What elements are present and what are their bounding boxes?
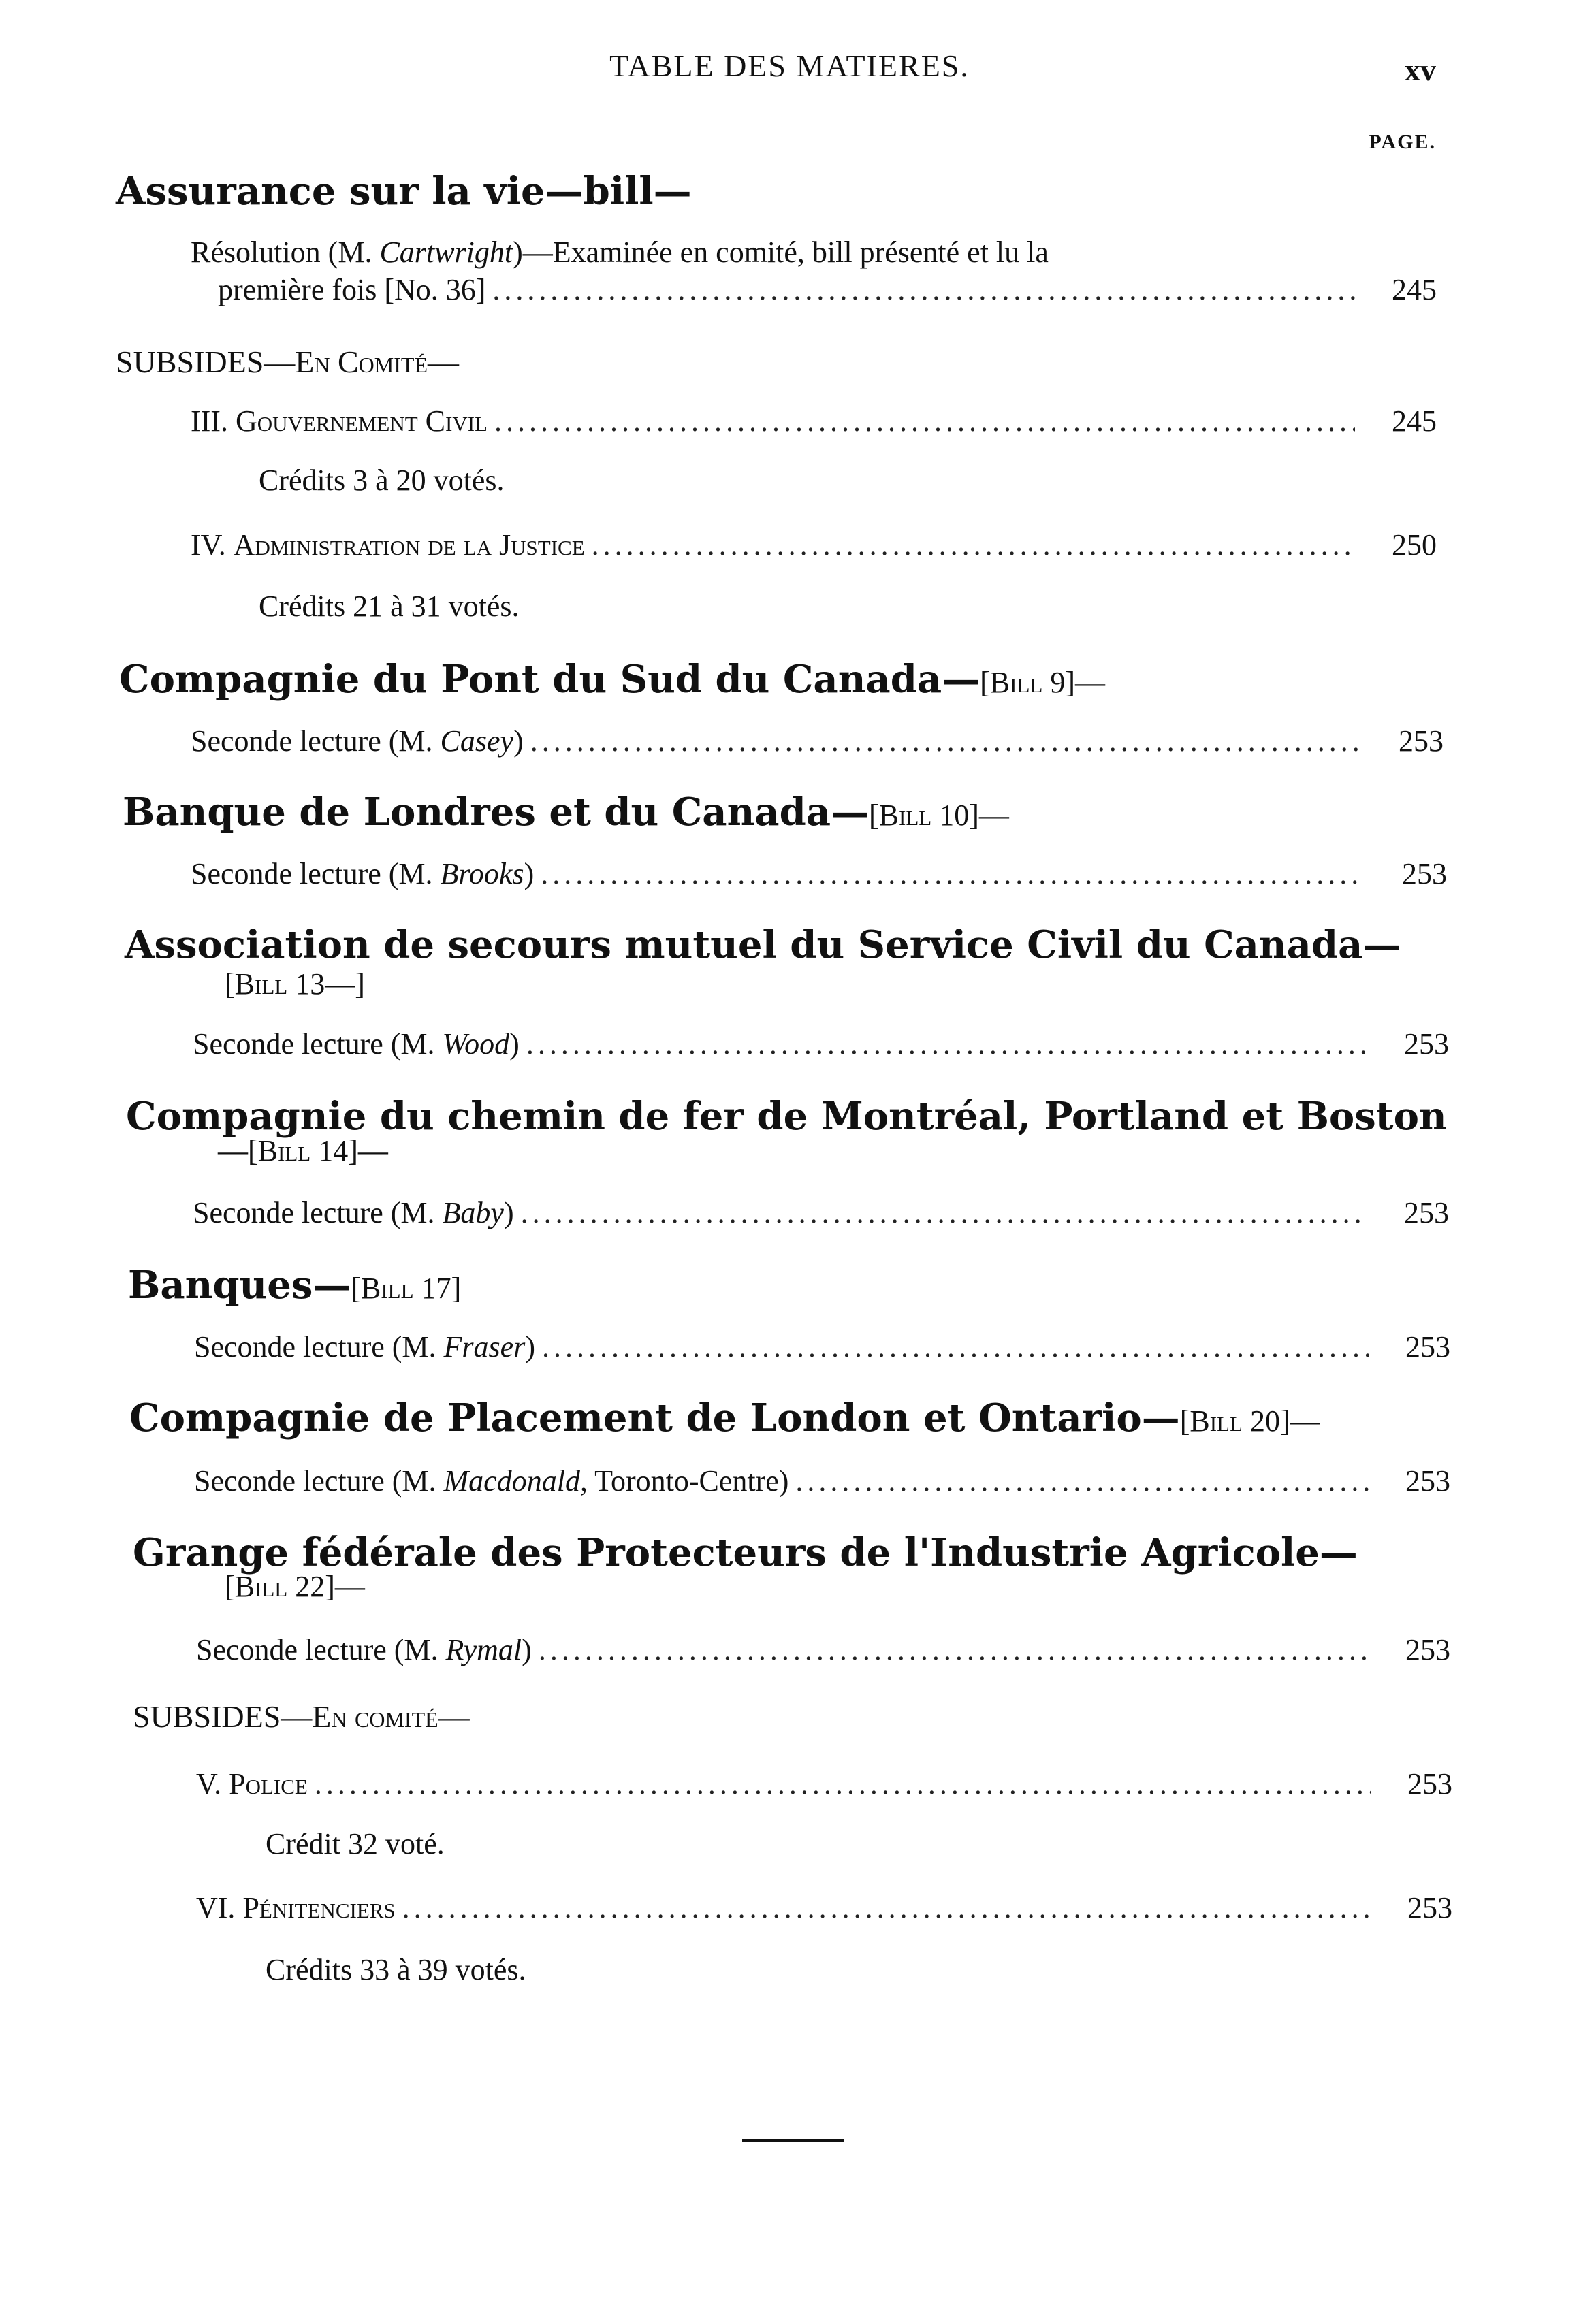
leader-dots (530, 724, 1362, 758)
entry-page: 245 (1392, 273, 1437, 306)
bill-continuation: [Bill 22]— (225, 1570, 365, 1603)
leader-dots (521, 1195, 1367, 1230)
entry-line: Résolution (M. Cartwright)—Examinée en comité, bill présenté et lu la (191, 236, 1049, 269)
toc-entry: IV. Administration de la Justice ..... 250 (191, 528, 1437, 562)
leader-dots (402, 1890, 1371, 1925)
member-name: Wood (442, 1027, 510, 1061)
toc-entry: V. Police ..... 253 (196, 1766, 1452, 1801)
member-name: Macdonald (443, 1464, 580, 1498)
entry-page: 253 (1405, 1330, 1450, 1363)
toc-entry: Seconde lecture (M. Wood) ..... 253 (193, 1027, 1449, 1061)
entry-page: 253 (1404, 1027, 1449, 1061)
member-name: Fraser (443, 1330, 526, 1363)
leader-dots (795, 1464, 1369, 1498)
member-name: Casey (440, 724, 514, 758)
leader-dots (539, 1632, 1369, 1667)
running-title: TABLE DES MATIERES. (609, 48, 970, 83)
toc-entry: Seconde lecture (M. Brooks) ..... 253 (191, 856, 1447, 891)
entry-page: 250 (1392, 528, 1437, 562)
bill-continuation: [Bill 13—] (225, 967, 365, 1001)
entry-heading: Banque de Londres et du Canada—[Bill 10]— (123, 790, 1009, 835)
section-heading: SUBSIDES—En Comité— (116, 344, 459, 379)
leader-dots (492, 272, 1355, 307)
entry-page: 253 (1402, 857, 1447, 890)
entry-page: 253 (1405, 1633, 1450, 1666)
entry-note: Crédits 33 à 39 votés. (266, 1953, 526, 1986)
member-name: Cartwright (379, 236, 513, 269)
entry-page: 253 (1399, 724, 1444, 758)
bill-continuation: —[Bill 14]— (218, 1134, 388, 1167)
entry-heading: Association de secours mutuel du Service Civil du Canada— (125, 922, 1401, 967)
toc-entry: Seconde lecture (M. Casey) ..... 253 (191, 724, 1444, 758)
entry-note: Crédits 21 à 31 votés. (259, 590, 520, 623)
entry-page: 253 (1407, 1891, 1452, 1924)
member-name: Baby (442, 1196, 504, 1229)
entry-heading: Assurance sur la vie—bill— (116, 169, 692, 214)
leader-dots (542, 1329, 1369, 1364)
entry-page: 253 (1404, 1196, 1449, 1229)
leader-dots (526, 1027, 1367, 1061)
leader-dots (592, 528, 1355, 562)
toc-entry: Seconde lecture (M. Fraser) ..... 253 (194, 1329, 1450, 1364)
end-rule (742, 2139, 844, 2142)
entry-heading: Banques—[Bill 17] (128, 1263, 462, 1308)
member-name: Brooks (440, 857, 524, 890)
entry-note: Crédit 32 voté. (266, 1827, 445, 1860)
entry-note: Crédits 3 à 20 votés. (259, 464, 505, 497)
entry-page: 245 (1392, 404, 1437, 438)
entry-heading: Compagnie du chemin de fer de Montréal, Portland et Boston (126, 1094, 1447, 1139)
leader-dots (541, 856, 1365, 891)
leader-dots (315, 1766, 1371, 1801)
entry-heading: Compagnie du Pont du Sud du Canada—[Bill 9]— (119, 657, 1105, 702)
toc-entry: Seconde lecture (M. Baby) ..... 253 (193, 1195, 1449, 1230)
entry-heading: Grange fédérale des Protecteurs de l'Industrie Agricole— (133, 1530, 1358, 1575)
toc-entry: Seconde lecture (M. Macdonald, Toronto-Centre) ..... 253 (194, 1464, 1450, 1498)
section-heading: SUBSIDES—En comité— (133, 1699, 470, 1734)
leader-dots (494, 404, 1355, 438)
toc-entry: III. Gouvernement Civil ..... 245 (191, 404, 1437, 438)
page-column-label: PAGE. (1369, 131, 1436, 153)
toc-entry: VI. Pénitenciers ..... 253 (196, 1890, 1452, 1925)
entry-heading: Compagnie de Placement de London et Ontario—[Bill 20]— (129, 1395, 1320, 1440)
toc-entry: Seconde lecture (M. Rymal) ..... 253 (196, 1632, 1450, 1667)
entry-page: 253 (1407, 1767, 1452, 1801)
page-number: xv (1405, 52, 1436, 87)
toc-entry: première fois [No. 36] ..... 245 (218, 272, 1437, 307)
entry-page: 253 (1405, 1464, 1450, 1498)
member-name: Rymal (445, 1633, 522, 1666)
